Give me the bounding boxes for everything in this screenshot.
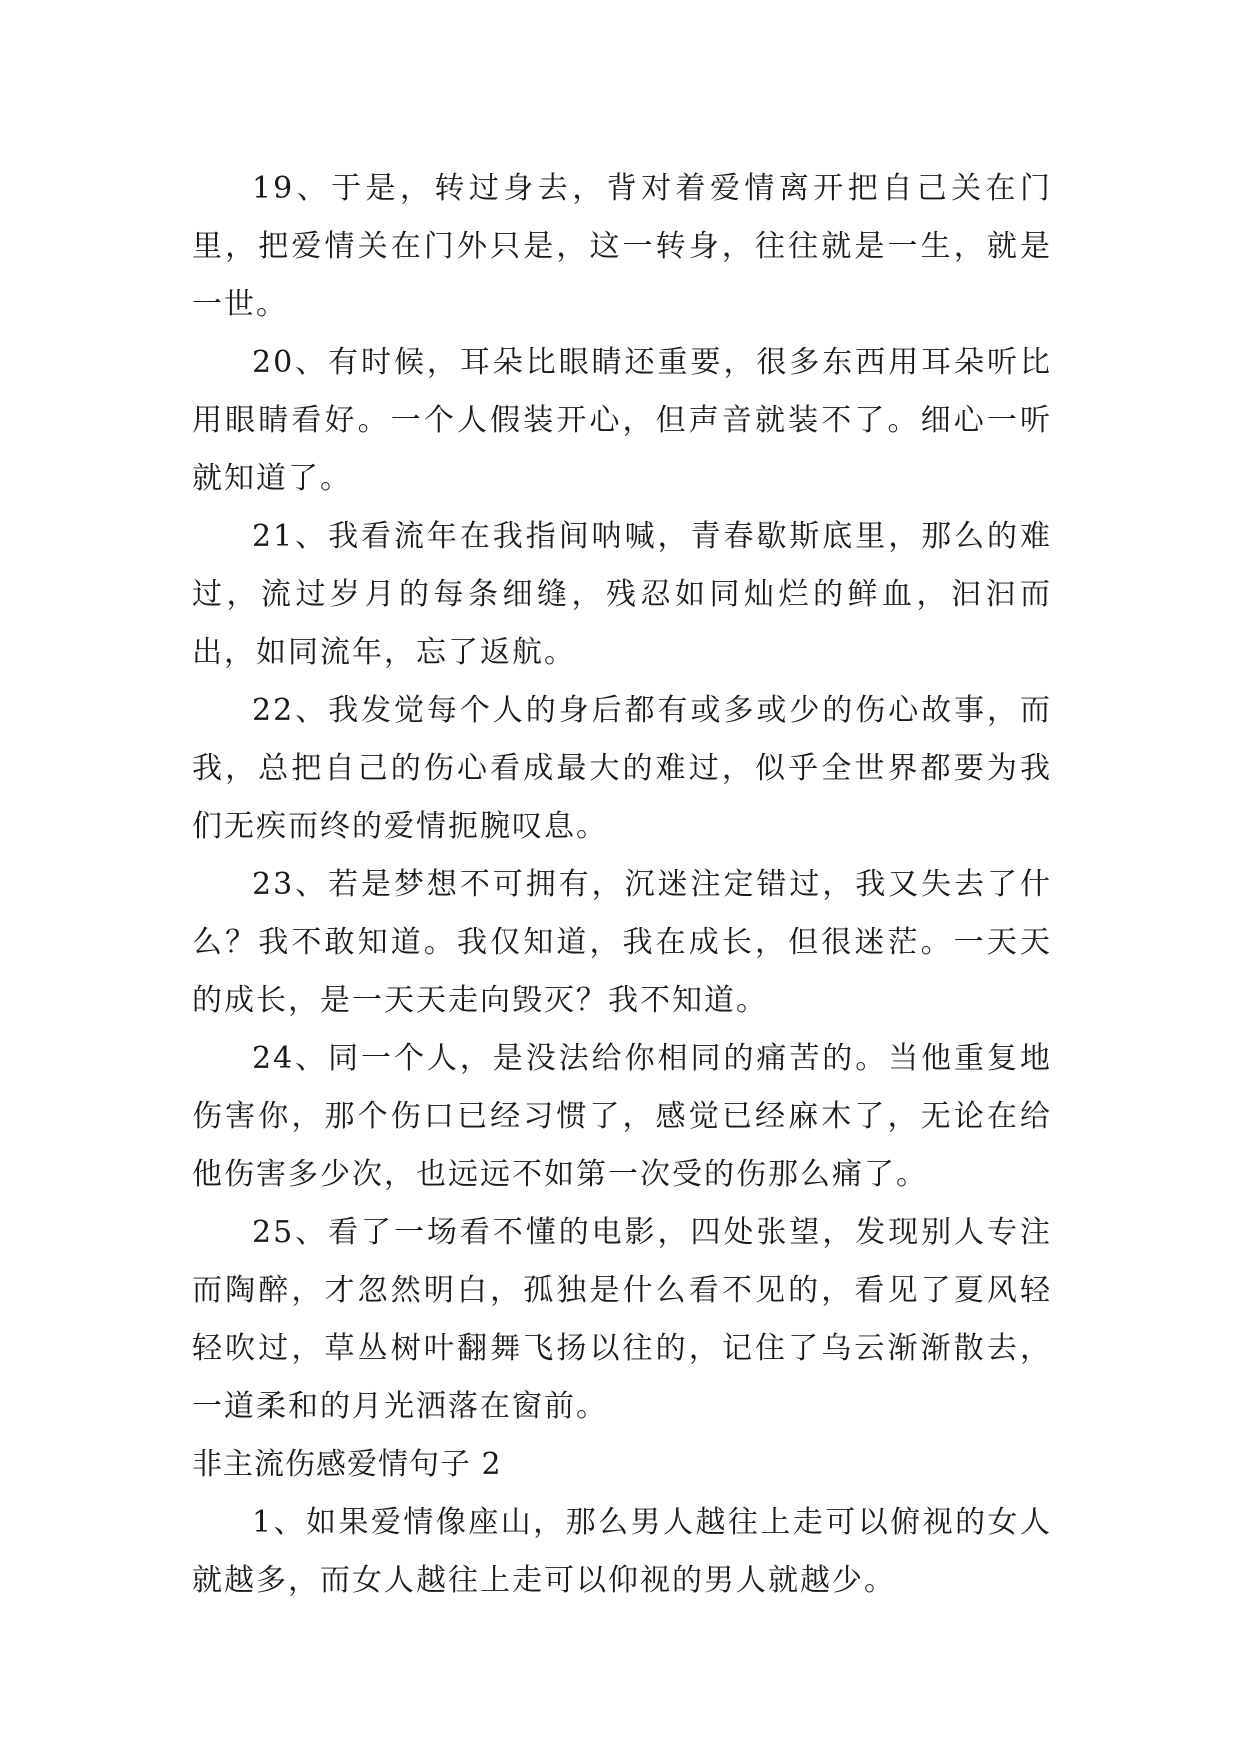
document-body xyxy=(192,160,1052,1610)
paragraph-20: 20、有时候，耳朵比眼睛还重要，很多东西用耳朵听比用眼睛看好。一个人假装开心，但声音就装不了。细心一听就知道了。 xyxy=(192,345,1052,496)
paragraph-23: 23、若是梦想不可拥有，沉迷注定错过，我又失去了什么？我不敢知道。我仅知道，我在成长，但很迷茫。一天天的成长，是一天天走向毁灭？我不知道。 xyxy=(192,867,1052,1018)
paragraph-21: 21、我看流年在我指间呐喊，青春歇斯底里，那么的难过，流过岁月的每条细缝，残忍如同灿烂的鲜血，汩汩而出，如同流年，忘了返航。 xyxy=(192,519,1052,670)
paragraph-19: 19、于是，转过身去，背对着爱情离开把自己关在门里，把爱情关在门外只是，这一转身，往往就是一生，就是一世。 xyxy=(192,171,1052,322)
paragraph-24: 24、同一个人，是没法给你相同的痛苦的。当他重复地伤害你，那个伤口已经习惯了，感觉已经麻木了，无论在给他伤害多少次，也远远不如第一次受的伤那么痛了。 xyxy=(192,1041,1052,1192)
section-heading: 非主流伤感爱情句子 2 xyxy=(192,1447,502,1482)
paragraph-22: 22、我发觉每个人的身后都有或多或少的伤心故事，而我，总把自己的伤心看成最大的难过，似乎全世界都要为我们无疾而终的爱情扼腕叹息。 xyxy=(192,693,1052,844)
paragraph-25: 25、看了一场看不懂的电影，四处张望，发现别人专注而陶醉，才忽然明白，孤独是什么看不见的，看见了夏风轻轻吹过，草丛树叶翻舞飞扬以往的，记住了乌云渐渐散去，一道柔和的月光洒落在窗前。 xyxy=(192,1215,1052,1424)
paragraph-1: 1、如果爱情像座山，那么男人越往上走可以俯视的女人就越多，而女人越往上走可以仰视的男人就越少。 xyxy=(192,1505,1052,1598)
